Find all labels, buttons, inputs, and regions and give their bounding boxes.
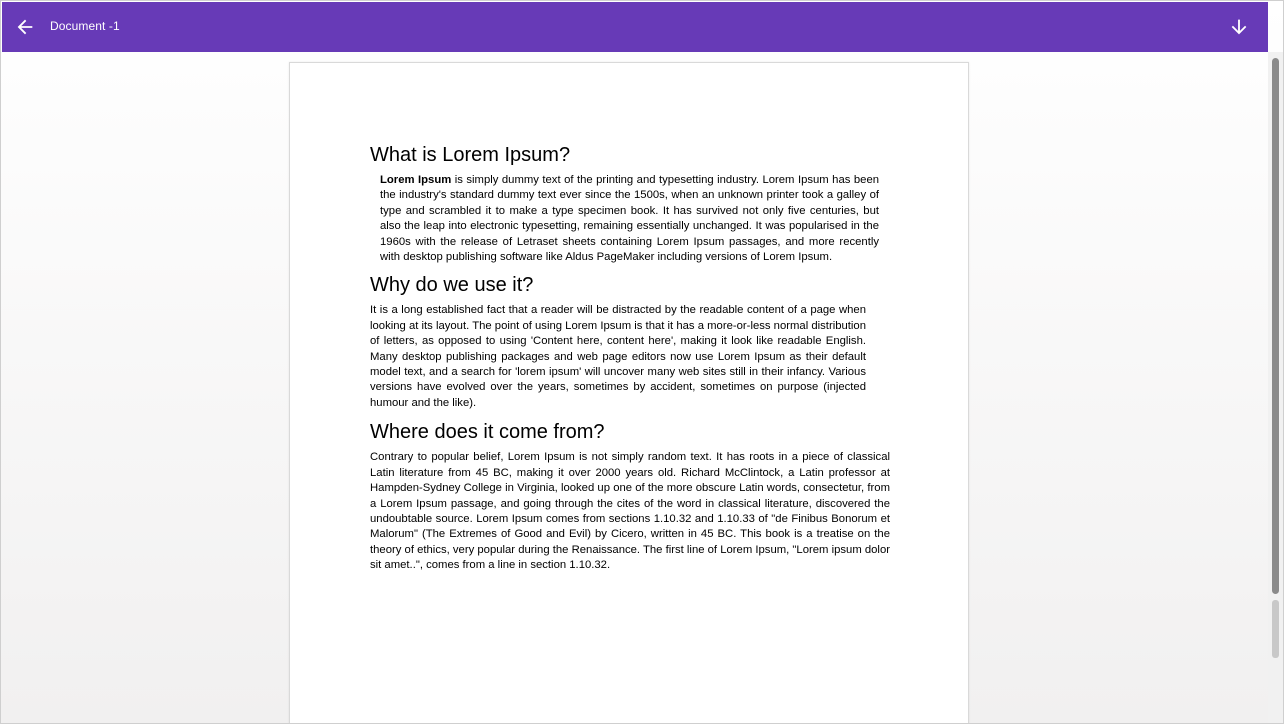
- arrow-left-icon: [14, 16, 36, 38]
- section-heading: Where does it come from?: [370, 421, 605, 444]
- section-paragraph: [380, 173, 879, 265]
- vertical-scrollbar[interactable]: [1268, 52, 1283, 723]
- section-heading: Why do we use it?: [370, 274, 534, 297]
- section-paragraph: It is a long established fact that a reader will be distracted by the readable content of a page when looking at its layout. The point of using Lorem Ipsum is that it has a more-or-less normal distribution of letters, as opposed to using 'Content here, content here', making it look like readable English. Many desktop publishing packages and web page editors now use Lorem Ipsum as their default model text, and a search for 'lorem ipsum' will uncover many web sites still in their infancy. Various versions have evolved over the years, sometimes by accident, sometimes on purpose (injected humour and the like).: [370, 304, 866, 409]
- document-viewer[interactable]: [2, 52, 1268, 723]
- bold-lead-text: Lorem Ipsum: [380, 174, 452, 186]
- download-button[interactable]: [1224, 12, 1254, 42]
- document-title: Document -1: [50, 19, 120, 33]
- section-paragraph: Contrary to popular belief, Lorem Ipsum is not simply random text. It has roots in a piece of classical Latin literature from 45 BC, making it over 2000 years old. Richard McClintock, a Latin professor at Hampden-Sydney College in Virginia, looked up one of the more obscure Latin words, consectetur, from a Lorem Ipsum passage, and going through the cites of the word in classical literature, discovered the undoubtable source. Lorem Ipsum comes from sections 1.10.32 and 1.10.33 of "de Finibus Bonorum et Malorum" (The Extremes of Good and Evil) by Cicero, written in 45 BC. This book is a treatise on the theory of ethics, very popular during the Renaissance. The first line of Lorem Ipsum, "Lorem ipsum dolor sit amet..", comes from a line in section 1.10.32.: [370, 451, 890, 572]
- paragraph-text: is simply dummy text of the printing and typesetting industry. Lorem Ipsum has been the industry's standard dummy text ever since the 1500s, when an unknown printer took a galley of type and scrambled it to make a type specimen book. It has survived not only five centuries, but also the leap into electronic typesetting, remaining essentially unchanged. It was popularised in the 1960s with the release of Letraset sheets containing Lorem Ipsum passages, and more recently with desktop publishing software like Aldus PageMaker including versions of Lorem Ipsum.: [380, 174, 880, 264]
- page-content: [370, 143, 890, 574]
- section-heading: What is Lorem Ipsum?: [370, 144, 571, 166]
- arrow-down-icon: [1228, 16, 1250, 38]
- scrollbar-thumb[interactable]: [1272, 58, 1279, 594]
- app-bar: [2, 2, 1268, 52]
- scrollbar-track-segment[interactable]: [1272, 600, 1279, 658]
- back-button[interactable]: [10, 12, 40, 42]
- document-page: [289, 62, 969, 723]
